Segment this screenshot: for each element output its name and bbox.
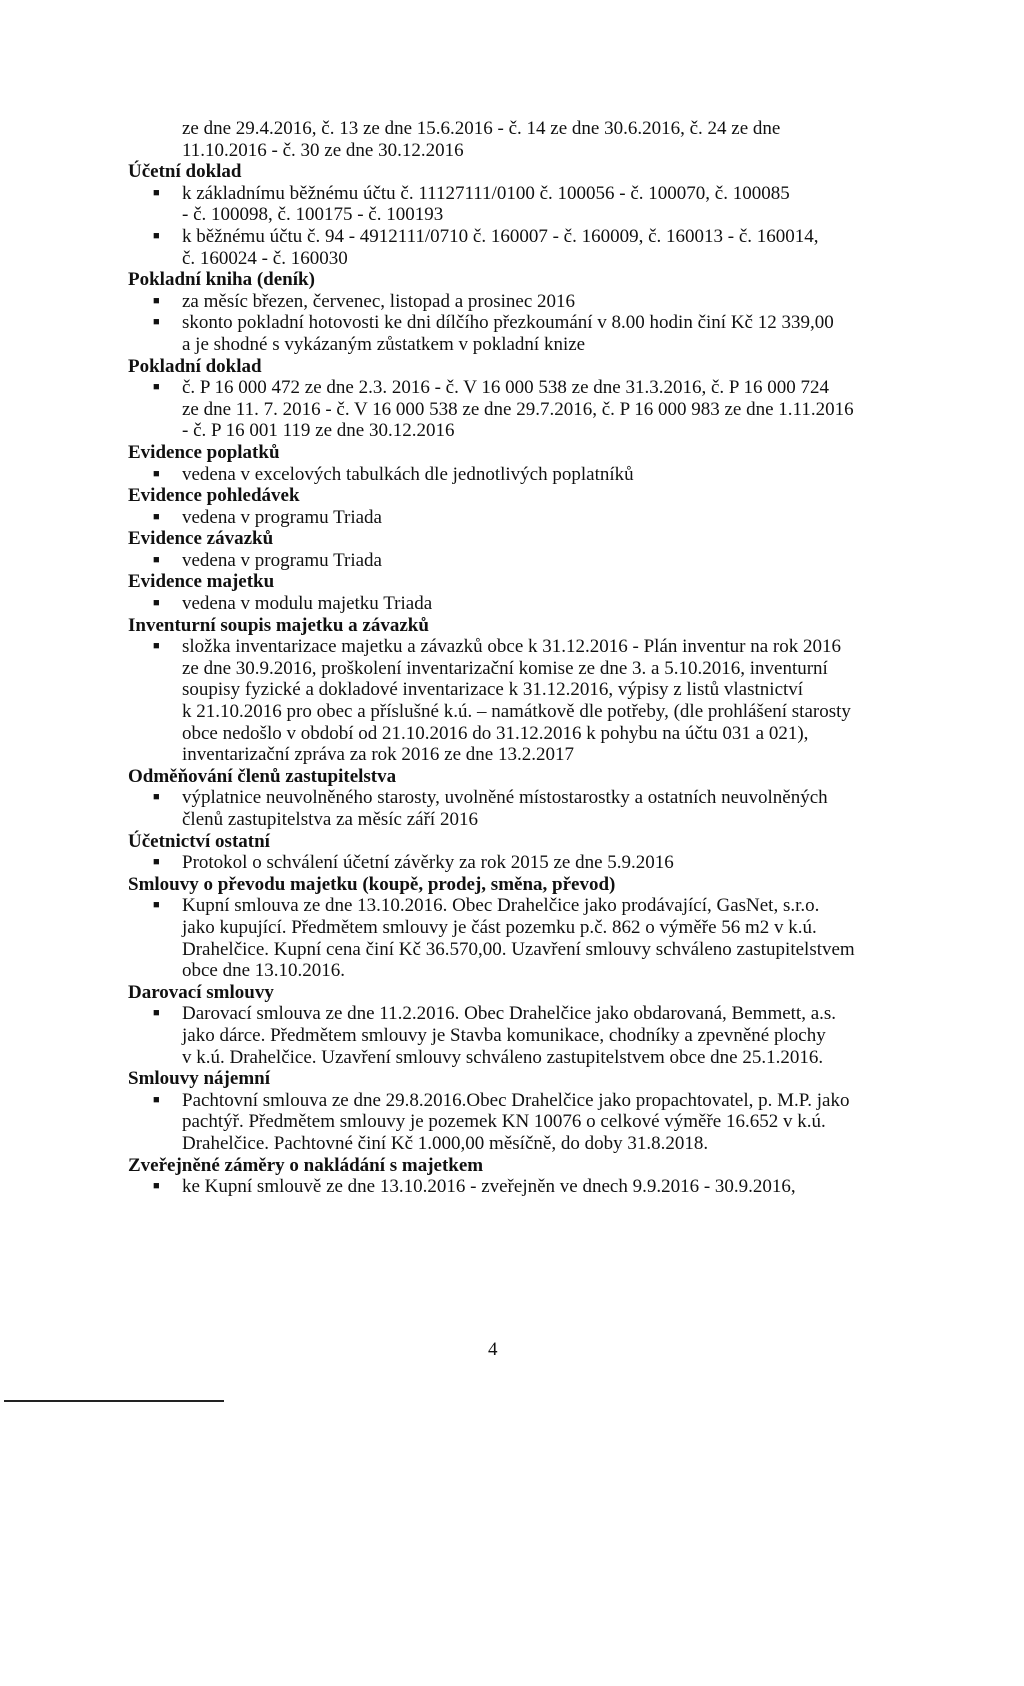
bullet-item-line: skonto pokladní hotovosti ke dni dílčího přezkoumání v 8.00 hodin činí Kč 12 339,00 (182, 312, 834, 334)
bullet-item-line: a je shodné s vykázaným zůstatkem v pokladní knize (182, 333, 586, 355)
bullet-item (128, 787, 898, 830)
bullet-item (128, 507, 898, 529)
section-heading: Účetní doklad (128, 161, 242, 183)
intro-line: 11.10.2016 - č. 30 ze dne 30.12.2016 (182, 139, 464, 161)
section-heading: Evidence pohledávek (128, 485, 300, 507)
bullet-icon: ■ (153, 467, 160, 480)
section-heading: Smlouvy o převodu majetku (koupě, prodej, směna, převod) (128, 873, 616, 895)
bullet-icon: ■ (153, 186, 160, 199)
bullet-icon: ■ (153, 1007, 160, 1020)
page-number: 4 (488, 1339, 498, 1360)
bullet-icon: ■ (153, 294, 160, 307)
section (128, 485, 898, 528)
bullet-item-line: ze dne 11. 7. 2016 - č. V 16 000 538 ze dne 29.7.2016, č. P 16 000 983 ze dne 1.11.2016 (182, 398, 854, 420)
section-heading: Pokladní kniha (deník) (128, 269, 315, 291)
section-heading: Evidence závazků (128, 528, 274, 550)
bullet-item-line: ke Kupní smlouvě ze dne 13.10.2016 - zveřejněn ve dnech 9.9.2016 - 30.9.2016, (182, 1176, 796, 1198)
section-heading: Zveřejněné záměry o nakládání s majetkem (128, 1154, 484, 1176)
bullet-icon: ■ (153, 597, 160, 610)
bullet-item-line: obce dne 13.10.2016. (182, 960, 346, 982)
bullet-item (128, 291, 898, 313)
bullet-item (128, 852, 898, 874)
intro-text (128, 118, 898, 161)
bullet-item-line: vedena v programu Triada (182, 506, 382, 528)
section (128, 1155, 898, 1198)
bullet-item-line: pachtýř. Předmětem smlouvy je pozemek KN 10076 o celkové výměře 16.652 v k.ú. (182, 1111, 826, 1133)
bullet-icon: ■ (153, 1093, 160, 1106)
bullet-item-line: v k.ú. Drahelčice. Uzavření smlouvy schváleno zastupitelstvem obce dne 25.1.2016. (182, 1046, 824, 1068)
bullet-item-line: Protokol o schválení účetní závěrky za rok 2015 ze dne 5.9.2016 (182, 852, 674, 874)
bullet-item-line: členů zastupitelstva za měsíc září 2016 (182, 809, 478, 830)
bullet-item (128, 183, 898, 226)
bullet-icon: ■ (153, 229, 160, 242)
bullet-icon: ■ (153, 510, 160, 523)
section (128, 356, 898, 442)
section-heading: Darovací smlouvy (128, 981, 274, 1003)
bullet-item (128, 1176, 898, 1198)
bullet-item (128, 593, 898, 615)
section-heading: Evidence majetku (128, 571, 275, 593)
section (128, 982, 898, 1068)
bullet-item-line: vedena v programu Triada (182, 549, 382, 571)
bullet-item (128, 550, 898, 572)
bullet-item-line: č. P 16 000 472 ze dne 2.3. 2016 - č. V 16 000 538 ze dne 31.3.2016, č. P 16 000 724 (182, 377, 829, 399)
bullet-item-line: obce nedošlo v období od 21.10.2016 do 31.12.2016 k pohybu na účtu 031 a 021), (182, 722, 809, 744)
bullet-icon: ■ (153, 791, 160, 804)
bullet-item-line: Pachtovní smlouva ze dne 29.8.2016.Obec Drahelčice jako propachtovatel, p. M.P. jako (182, 1089, 850, 1111)
bullet-item (128, 377, 898, 442)
bullet-item-line: - č. P 16 001 119 ze dne 30.12.2016 (182, 420, 455, 442)
bullet-item-line: za měsíc březen, červenec, listopad a prosinec 2016 (182, 290, 576, 312)
bullet-icon: ■ (153, 899, 160, 912)
bullet-item (128, 464, 898, 486)
section-heading: Smlouvy nájemní (128, 1068, 270, 1090)
bullet-item-line: č. 160024 - č. 160030 (182, 247, 348, 269)
bullet-item-line: k základnímu běžnému účtu č. 11127111/0100 č. 100056 - č. 100070, č. 100085 (182, 182, 790, 204)
document-content (128, 118, 898, 1198)
section-heading: Účetnictví ostatní (128, 830, 270, 852)
section-heading: Odměňování členů zastupitelstva (128, 765, 397, 787)
bullet-item (128, 226, 898, 269)
bullet-item-line: Darovací smlouva ze dne 11.2.2016. Obec Drahelčice jako obdarovaná, Bemmett, a.s. (182, 1003, 837, 1025)
section (128, 442, 898, 485)
bullet-item-line: soupisy fyzické a dokladové inventarizace k 31.12.2016, výpisy z listů vlastnictví (182, 679, 804, 701)
section (128, 571, 898, 614)
bullet-item-line: Drahelčice. Kupní cena činí Kč 36.570,00. Uzavření smlouvy schváleno zastupitelstvem (182, 938, 855, 960)
bullet-item-line: vedena v modulu majetku Triada (182, 593, 433, 615)
bullet-item-line: - č. 100098, č. 100175 - č. 100193 (182, 204, 444, 226)
bullet-item-line: jako dárce. Předmětem smlouvy je Stavba komunikace, chodníky a zpevněné plochy (182, 1024, 826, 1046)
section (128, 831, 898, 874)
bullet-icon: ■ (153, 316, 160, 329)
bullet-item-line: jako kupující. Předmětem smlouvy je část pozemku p.č. 862 o výměře 56 m2 v k.ú. (182, 916, 817, 938)
section-heading: Inventurní soupis majetku a závazků (128, 614, 429, 636)
section (128, 528, 898, 571)
bullet-item-line: vedena v excelových tabulkách dle jednotlivých poplatníků (182, 463, 634, 485)
bullet-icon: ■ (153, 1180, 160, 1193)
section (128, 874, 898, 982)
bullet-item (128, 312, 898, 355)
bullet-item-line: výplatnice neuvolněného starosty, uvolněné místostarostky a ostatních neuvolněných (182, 787, 828, 809)
bullet-item-line: inventarizační zpráva za rok 2016 ze dne 13.2.2017 (182, 744, 574, 766)
section (128, 161, 898, 269)
bullet-icon: ■ (153, 856, 160, 869)
bullet-item-line: ze dne 30.9.2016, proškolení inventarizační komise ze dne 3. a 5.10.2016, inventurní (182, 657, 828, 679)
bullet-item-line: Kupní smlouva ze dne 13.10.2016. Obec Drahelčice jako prodávající, GasNet, s.r.o. (182, 895, 820, 917)
section (128, 615, 898, 766)
bullet-item (128, 895, 898, 981)
bullet-item-line: složka inventarizace majetku a závazků obce k 31.12.2016 - Plán inventur na rok 2016 (182, 636, 841, 658)
bullet-icon: ■ (153, 381, 160, 394)
bullet-item (128, 1003, 898, 1068)
bullet-item (128, 636, 898, 766)
section-heading: Evidence poplatků (128, 441, 280, 463)
section (128, 269, 898, 355)
section-heading: Pokladní doklad (128, 355, 262, 377)
section (128, 1068, 898, 1154)
bullet-item-line: k 21.10.2016 pro obec a příslušné k.ú. – namátkově dle potřeby, (dle prohlášení starosty (182, 701, 851, 723)
bullet-icon: ■ (153, 553, 160, 566)
bullet-item (128, 1090, 898, 1155)
bullet-item-line: Drahelčice. Pachtovné činí Kč 1.000,00 měsíčně, do doby 31.8.2018. (182, 1132, 709, 1154)
footer-rule (4, 1400, 224, 1402)
sections-container (128, 161, 898, 1198)
intro-line: ze dne 29.4.2016, č. 13 ze dne 15.6.2016 - č. 14 ze dne 30.6.2016, č. 24 ze dne (182, 118, 781, 139)
section (128, 766, 898, 831)
bullet-icon: ■ (153, 640, 160, 653)
bullet-item-line: k běžnému účtu č. 94 - 4912111/0710 č. 160007 - č. 160009, č. 160013 - č. 160014, (182, 225, 819, 247)
